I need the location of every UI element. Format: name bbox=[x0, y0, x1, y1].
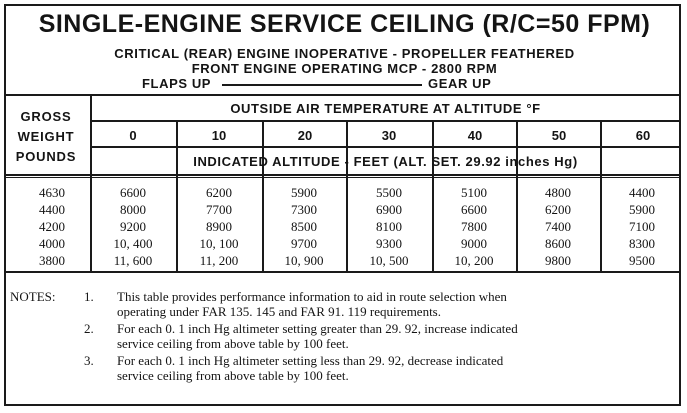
altitude-header: INDICATED ALTITUDE - FEET (ALT. SET. 29.92 inches Hg) bbox=[193, 154, 578, 169]
altitude-cell: 5500 bbox=[376, 185, 402, 200]
notes-label: NOTES: bbox=[10, 289, 56, 304]
header-top-rule bbox=[6, 94, 679, 96]
subtitle-line-1: CRITICAL (REAR) ENGINE INOPERATIVE - PROPELLER FEATHERED bbox=[114, 46, 575, 61]
temp-10: 10 bbox=[211, 128, 227, 143]
note-2-line-1: For each 0. 1 inch Hg altimeter setting greater than 29. 92, increase indicated bbox=[117, 321, 518, 336]
oat-bottom-rule bbox=[90, 120, 679, 122]
altitude-cell: 7400 bbox=[545, 219, 571, 234]
altitude-cell: 7800 bbox=[461, 219, 487, 234]
weight-cell: 4630 bbox=[39, 185, 65, 200]
config-divider-line bbox=[222, 84, 422, 86]
altitude-cell: 8500 bbox=[291, 219, 317, 234]
oat-header: OUTSIDE AIR TEMPERATURE AT ALTITUDE °F bbox=[230, 101, 541, 116]
altitude-cell: 9300 bbox=[376, 236, 402, 251]
weight-cell: 3800 bbox=[39, 253, 65, 268]
note-3-number: 3. bbox=[84, 353, 94, 368]
altitude-cell: 8000 bbox=[120, 202, 146, 217]
header-bottom-rule bbox=[6, 174, 679, 176]
altitude-cell: 4400 bbox=[629, 185, 655, 200]
altitude-cell: 8100 bbox=[376, 219, 402, 234]
note-3-line-2: service ceiling from above table by 100 feet. bbox=[117, 368, 349, 383]
temp-40: 40 bbox=[467, 128, 483, 143]
altitude-cell: 5100 bbox=[461, 185, 487, 200]
gross-header-line-1: GROSS bbox=[20, 109, 72, 124]
note-2-number: 2. bbox=[84, 321, 94, 336]
temp-bottom-rule bbox=[90, 146, 679, 148]
performance-table-frame bbox=[4, 4, 681, 406]
altitude-cell: 9700 bbox=[291, 236, 317, 251]
notes-top-rule bbox=[6, 271, 679, 273]
altitude-cell: 6200 bbox=[545, 202, 571, 217]
altitude-cell: 7100 bbox=[629, 219, 655, 234]
altitude-cell: 7300 bbox=[291, 202, 317, 217]
altitude-cell: 8300 bbox=[629, 236, 655, 251]
altitude-cell: 8600 bbox=[545, 236, 571, 251]
temp-60: 60 bbox=[635, 128, 651, 143]
altitude-cell: 10, 500 bbox=[369, 253, 409, 268]
weight-cell: 4000 bbox=[39, 236, 65, 251]
weight-column-rule bbox=[90, 94, 92, 271]
header-bottom-rule-double bbox=[6, 177, 679, 178]
altitude-cell: 5900 bbox=[291, 185, 317, 200]
note-1-line-1: This table provides performance information to aid in route selection when bbox=[117, 289, 507, 304]
altitude-cell: 10, 200 bbox=[454, 253, 494, 268]
altitude-cell: 10, 100 bbox=[199, 236, 239, 251]
altitude-cell: 9500 bbox=[629, 253, 655, 268]
temp-50: 50 bbox=[551, 128, 567, 143]
note-2-line-2: service ceiling from above table by 100 feet. bbox=[117, 336, 349, 351]
temp-0: 0 bbox=[129, 128, 137, 143]
temp-30: 30 bbox=[381, 128, 397, 143]
weight-cell: 4200 bbox=[39, 219, 65, 234]
temp-20: 20 bbox=[297, 128, 313, 143]
note-1-number: 1. bbox=[84, 289, 94, 304]
altitude-cell: 7700 bbox=[206, 202, 232, 217]
altitude-cell: 6900 bbox=[376, 202, 402, 217]
gross-header-line-3: POUNDS bbox=[15, 149, 77, 164]
altitude-cell: 6200 bbox=[206, 185, 232, 200]
altitude-cell: 9000 bbox=[461, 236, 487, 251]
note-1-line-2: operating under FAR 135. 145 and FAR 91. 119 requirements. bbox=[117, 304, 441, 319]
note-3-line-1: For each 0. 1 inch Hg altimeter setting less than 29. 92, decrease indicated bbox=[117, 353, 504, 368]
flaps-label: FLAPS UP bbox=[142, 76, 212, 91]
altitude-cell: 9200 bbox=[120, 219, 146, 234]
altitude-cell: 11, 600 bbox=[113, 253, 153, 268]
altitude-cell: 10, 900 bbox=[284, 253, 324, 268]
gross-weight-header bbox=[6, 107, 86, 167]
gross-header-line-2: WEIGHT bbox=[17, 129, 75, 144]
table-title: SINGLE-ENGINE SERVICE CEILING (R/C=50 FPM) bbox=[38, 10, 651, 38]
altitude-cell: 10, 400 bbox=[113, 236, 153, 251]
altitude-cell: 8900 bbox=[206, 219, 232, 234]
altitude-cell: 9800 bbox=[545, 253, 571, 268]
altitude-cell: 6600 bbox=[461, 202, 487, 217]
altitude-cell: 4800 bbox=[545, 185, 571, 200]
subtitle-line-2: FRONT ENGINE OPERATING MCP - 2800 RPM bbox=[191, 61, 498, 76]
altitude-cell: 6600 bbox=[120, 185, 146, 200]
weight-cell: 4400 bbox=[39, 202, 65, 217]
altitude-cell: 5900 bbox=[629, 202, 655, 217]
gear-label: GEAR UP bbox=[428, 76, 492, 91]
altitude-cell: 11, 200 bbox=[199, 253, 239, 268]
